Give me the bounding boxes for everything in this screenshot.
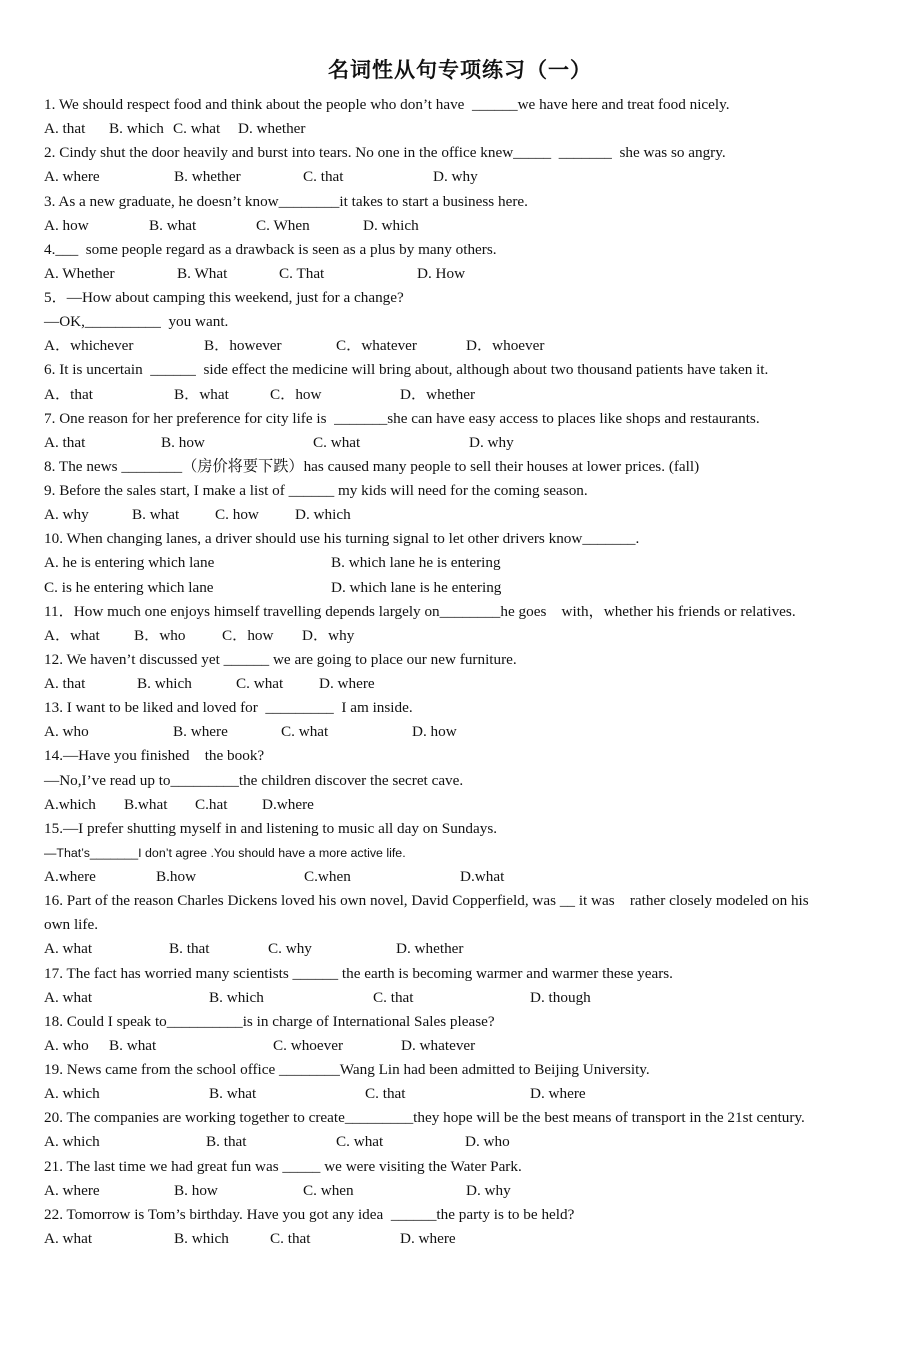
- option-a: A．that: [44, 385, 93, 403]
- question-7: 7. One reason for her preference for city life is _______she can have easy access to places like shops and restaurants.: [44, 409, 760, 427]
- question-9: 9. Before the sales start, I make a list of ______ my kids will need for the coming season.: [44, 482, 588, 499]
- question-15-reply: —That’s_______I don’t agree .You should have a more active life.: [44, 845, 406, 860]
- option-d: D. where: [319, 675, 375, 692]
- question-3: 3. As a new graduate, he doesn’t know________it takes to start a business here.: [44, 192, 528, 210]
- option-d: D. why: [433, 168, 478, 186]
- option-a: A. what: [44, 988, 93, 1006]
- question-17: 17. The fact has worried many scientists ______ the earth is becoming warmer and warmer these years.: [44, 964, 673, 982]
- option-c: C. when: [303, 1181, 354, 1199]
- option-d: D. whatever: [401, 1036, 476, 1054]
- option-d: D. How: [417, 264, 466, 282]
- question-19: 19. News came from the school office ________Wang Lin had been admitted to Beijing University.: [44, 1061, 650, 1078]
- option-c: C. why: [268, 940, 312, 958]
- option-c: C．how: [222, 626, 274, 644]
- question-10-options-row2: [44, 576, 884, 600]
- option-b: B. whether: [174, 168, 241, 186]
- question-1-options: [44, 117, 884, 141]
- option-d: D. how: [412, 723, 457, 741]
- option-b: B．however: [204, 337, 282, 355]
- option-b: B．what: [174, 385, 229, 403]
- option-a: A. what: [44, 1229, 93, 1247]
- worksheet-title: 名词性从句专项练习（一）: [328, 58, 592, 82]
- option-b: B. What: [177, 264, 228, 282]
- option-b: B. which: [109, 120, 164, 138]
- question-13: 13. I want to be liked and loved for _________ I am inside.: [44, 699, 413, 717]
- option-a: A. he is entering which lane: [44, 554, 215, 572]
- option-a: A. who: [44, 1036, 89, 1054]
- option-c: C．how: [270, 385, 322, 403]
- option-d: D. though: [530, 988, 591, 1006]
- question-22-options: [44, 1227, 884, 1251]
- question-15: 15.—I prefer shutting myself in and listening to music all day on Sundays.: [44, 819, 498, 837]
- option-c: C. When: [256, 216, 310, 234]
- option-b: B. where: [173, 723, 228, 741]
- question-15-options: [44, 865, 884, 889]
- option-b: B. how: [161, 433, 205, 451]
- option-c: C. whoever: [273, 1036, 344, 1054]
- option-c: C．whatever: [336, 337, 417, 355]
- option-d: D. which: [295, 506, 351, 524]
- option-d: D. whether: [396, 940, 464, 958]
- question-21-options: [44, 1179, 884, 1203]
- option-d: D. where: [530, 1085, 586, 1103]
- option-a: A．whichever: [44, 337, 134, 355]
- question-19-options: [44, 1082, 884, 1106]
- question-14-reply: —No,I’ve read up to_________the children discover the secret cave.: [44, 771, 464, 789]
- option-d: D．whether: [400, 385, 476, 403]
- question-3-options: [44, 214, 884, 238]
- question-13-options: [44, 720, 884, 744]
- option-d: D. who: [465, 1133, 510, 1151]
- option-a: A. which: [44, 1133, 100, 1151]
- option-b: B.what: [124, 795, 168, 813]
- option-d: D．whoever: [466, 337, 545, 355]
- option-c: C. is he entering which lane: [44, 578, 214, 596]
- option-b: B. what: [209, 1085, 257, 1103]
- question-7-options: [44, 431, 884, 455]
- option-a: A. that: [44, 433, 86, 451]
- option-a: A. Whether: [44, 264, 115, 282]
- question-4: 4.___ some people regard as a drawback is seen as a plus by many others.: [44, 240, 497, 258]
- question-12-options: [44, 672, 884, 696]
- option-a: A.which: [44, 795, 96, 813]
- option-a: A.where: [44, 868, 96, 885]
- option-d: D. which lane is he entering: [331, 578, 502, 596]
- question-11-options: [44, 624, 884, 648]
- question-8: 8. The news ________（房价将要下跌）has caused many people to sell their houses at lower prices. (fall): [44, 457, 700, 475]
- question-1: 1. We should respect food and think about the people who don’t have ______we have here and treat food nicely.: [44, 96, 730, 113]
- question-17-options: [44, 986, 884, 1010]
- option-c: C.when: [304, 868, 351, 885]
- option-a: A. where: [44, 1181, 100, 1199]
- option-a: A. where: [44, 168, 100, 186]
- question-4-options: [44, 262, 884, 286]
- option-c: C. that: [373, 988, 414, 1006]
- question-18-options: [44, 1034, 884, 1058]
- question-14-options: [44, 793, 884, 817]
- question-16: 16. Part of the reason Charles Dickens loved his own novel, David Copperfield, was __ it was rather closely modeled on his: [44, 892, 809, 910]
- question-9-options: [44, 503, 884, 527]
- question-20-options: [44, 1130, 884, 1154]
- option-c: C. what: [336, 1133, 384, 1151]
- question-22: 22. Tomorrow is Tom’s birthday. Have you got any idea ______the party is to be held?: [44, 1205, 575, 1223]
- question-10: 10. When changing lanes, a driver should use his turning signal to let other drivers know_______.: [44, 530, 640, 548]
- option-d: D. why: [469, 433, 514, 451]
- question-5: 5．—How about camping this weekend, just for a change?: [44, 289, 404, 306]
- question-16-options: [44, 937, 884, 961]
- option-d: D. where: [400, 1229, 456, 1247]
- question-6-options: [44, 383, 884, 407]
- question-2: 2. Cindy shut the door heavily and burst into tears. No one in the office knew_____ _______ she was so angry.: [44, 144, 726, 162]
- option-d: D. why: [466, 1181, 511, 1199]
- option-b: B. that: [206, 1133, 247, 1151]
- option-c: C. That: [279, 264, 325, 282]
- option-b: B. what: [132, 506, 180, 524]
- option-a: A. that: [44, 675, 86, 692]
- option-a: A. which: [44, 1085, 100, 1103]
- option-c: C. that: [365, 1085, 406, 1103]
- question-20: 20. The companies are working together to create_________they hope will be the best means of transport in the 21st century.: [44, 1109, 805, 1127]
- option-c: C.hat: [195, 795, 228, 813]
- option-c: C. that: [270, 1229, 311, 1247]
- option-b: B. which lane he is entering: [331, 554, 501, 572]
- option-a: A. how: [44, 216, 89, 234]
- question-11: 11．How much one enjoys himself travelling depends largely on________he goes with，whether his friends or relatives.: [44, 602, 796, 620]
- option-b: B. which: [174, 1229, 229, 1247]
- option-b: B. that: [169, 940, 210, 958]
- option-c: C. how: [215, 506, 259, 524]
- option-d: D.where: [262, 795, 314, 813]
- option-c: C. what: [313, 433, 361, 451]
- question-18: 18. Could I speak to__________is in charge of International Sales please?: [44, 1012, 495, 1030]
- option-a: A. who: [44, 723, 89, 741]
- option-c: C. that: [303, 168, 344, 186]
- question-2-options: [44, 165, 884, 189]
- option-a: A. that: [44, 120, 86, 138]
- question-21: 21. The last time we had great fun was _____ we were visiting the Water Park.: [44, 1157, 522, 1175]
- option-a: A. why: [44, 506, 89, 524]
- question-list: [44, 93, 884, 1251]
- option-a: A. what: [44, 940, 93, 958]
- option-b: B. which: [137, 675, 192, 692]
- option-b: B. what: [109, 1036, 157, 1054]
- option-d: D.what: [460, 868, 505, 885]
- option-a: A．what: [44, 626, 100, 644]
- option-b: B. what: [149, 216, 197, 234]
- option-d: D. whether: [238, 120, 306, 138]
- option-c: C. what: [236, 675, 284, 692]
- option-d: D．why: [302, 626, 355, 644]
- question-5-reply: —OK,__________ you want.: [44, 313, 229, 331]
- question-10-options-row1: [44, 551, 884, 575]
- question-14: 14.—Have you finished the book?: [44, 747, 265, 765]
- option-b: B.how: [156, 868, 197, 885]
- question-12: 12. We haven’t discussed yet ______ we are going to place our new furniture.: [44, 650, 517, 668]
- question-5-options: [44, 334, 884, 358]
- question-6: 6. It is uncertain ______ side effect the medicine will bring about, although about two thousand patients have taken it.: [44, 361, 769, 379]
- option-b: B. how: [174, 1181, 218, 1199]
- option-b: B. which: [209, 988, 264, 1006]
- option-d: D. which: [363, 216, 419, 234]
- question-16-continued: own life.: [44, 916, 98, 934]
- option-c: C. what: [281, 723, 329, 741]
- option-b: B．who: [134, 626, 186, 644]
- option-c: C. what: [173, 120, 221, 138]
